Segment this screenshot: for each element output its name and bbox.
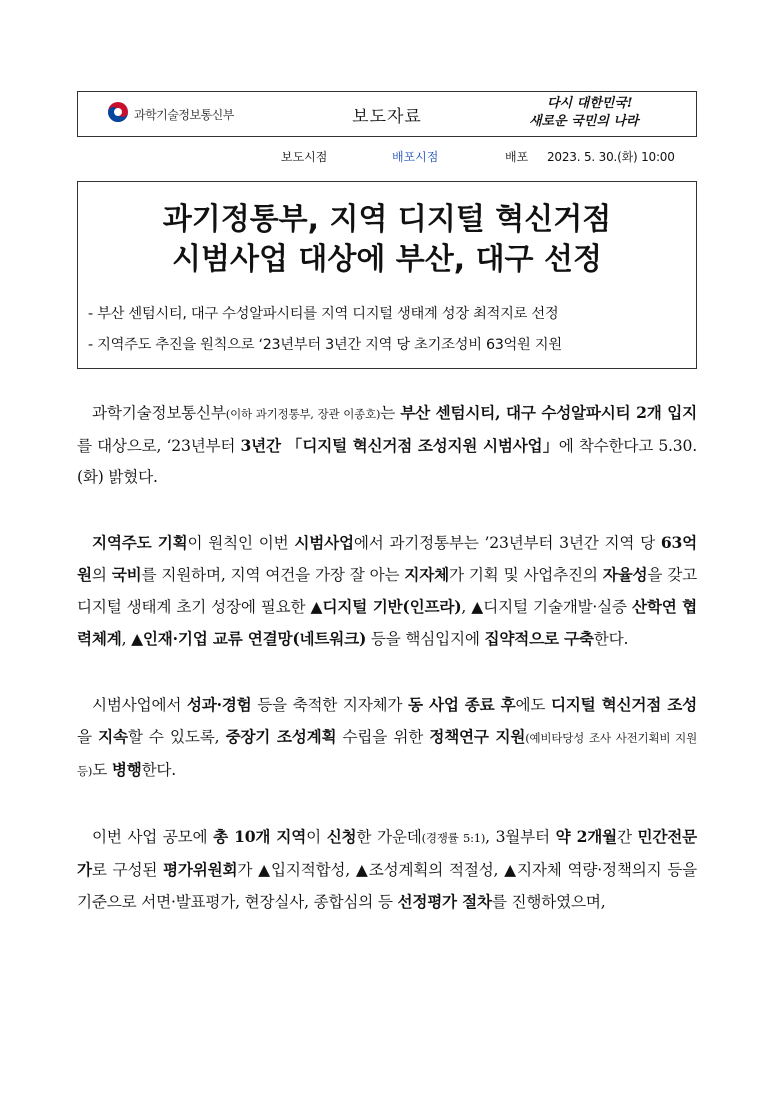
title-box [77,181,697,369]
paragraph-3 [77,689,697,787]
text-span: 에 착수한다고 5.30.(화) 밝혔다. [77,437,697,486]
text-span: 이 원칙인 이번 [187,534,295,552]
text-bold: 산학연 협력체계 [77,597,697,648]
text-span: 수립을 위한 [336,728,430,746]
text-span: (경쟁률 5:1) [421,831,486,845]
text-bold: 민간전문가 [77,827,697,879]
text-bold: 약 2개월 [555,827,617,846]
text-span: 간 [616,828,638,846]
text-bold: 지속 [98,727,128,746]
headline [78,200,696,280]
release-type: 배포시점 [392,150,439,164]
text-span: 을 [77,728,99,746]
text-span: 시범사업에서 [92,696,187,714]
slogan-line-1: 다시 대한민국! [547,96,633,111]
text-span: 이번 사업 공모에 [92,828,214,846]
subtitles [88,299,690,361]
text-bold: 국비 [111,565,142,584]
text-span: (예비타당성 조사 사전기획비 지원 등) [77,731,697,778]
text-bold: 3년간 「디지털 혁신거점 조성지원 시범사업」 [240,436,559,455]
headline-line-2: 시범사업 대상에 부산, 대구 선정 [172,242,602,277]
text-bold: 자율성 [602,565,648,584]
subtitle-2: - 지역주도 추진을 원칙으로 ‘23년부터 3년간 지역 당 초기조성비 63억원 지원 [88,337,562,353]
header-box [77,91,697,137]
slogan [529,95,674,135]
text-span: 를 지원하며, 지역 여건을 가장 잘 아는 [141,566,405,584]
text-span: 을 갖고 디지털 생태계 초기 성장에 필요한 [77,566,697,616]
text-bold: 지자체 [404,565,449,584]
paragraph-1 [77,397,697,493]
headline-line-1: 과기정통부, 지역 디지털 혁신거점 [162,202,612,237]
text-span: 할 수 있도록, [127,728,226,746]
text-bold: 63억원 [77,533,698,584]
text-span: (이하 과기정통부, 장관 이종호) [225,407,381,421]
text-span: 를 진행하였으며, [491,893,606,911]
text-bold: 시범사업 [294,533,354,552]
text-span: , 3월부터 [485,828,556,846]
text-span: , [121,630,132,648]
text-span: 에도 [515,696,551,714]
text-span: 한 가운데 [356,828,422,846]
text-span: , ▲디지털 기술개발·실증 [461,598,632,616]
text-bold: 집약적으로 구축 [484,629,594,648]
ministry-name: 과학기술정보통신부 [134,107,234,122]
paragraph-4 [77,821,697,918]
article-body [77,397,697,952]
release-time-label: 보도시점 [281,150,328,164]
text-span: 가 ▲입지적합성, ▲조성계획의 적절성, ▲지자체 역량·정책의지 등을 기준으로 서면·발표평가, 현장실사, 종합심의 등 [77,861,698,911]
text-span: 로 구성된 [91,861,164,879]
text-bold: 신청 [326,827,357,846]
text-span: 도 [92,761,112,779]
release-date: 2023. 5. 30.(화) 10:00 [547,150,675,164]
text-bold: ▲디지털 기반(인프라) [310,597,462,616]
text-bold: 성과·경험 [186,695,252,714]
text-span: 에서 과기정통부는 ’23년부터 3년간 지역 당 [353,534,661,552]
text-span: 가 기획 및 사업추진의 [448,566,603,584]
text-span: 의 [91,566,112,584]
subtitle-1: - 부산 센텀시티, 대구 수성알파시티를 지역 디지털 생태계 성장 최적지로 선정 [88,306,559,322]
text-bold: ▲인재·기업 교류 연결망(네트워크) [131,629,367,648]
text-bold: 평가위원회 [163,860,238,879]
slogan-line-2: 새로운 국민의 나라 [529,114,639,129]
distribution-label: 배포 [505,150,529,164]
text-bold: 중장기 조성계획 [225,727,337,746]
text-span: 한다. [141,761,177,779]
doc-type: 보도자료 [352,107,422,127]
text-span: 과학기술정보통신부 [92,404,226,422]
text-bold: 총 10개 지역 [213,827,307,846]
text-bold: 정책연구 지원 [429,727,526,746]
text-bold: 부산 센텀시티, 대구 수성알파시티 2개 입지 [400,403,697,422]
text-bold: 지역주도 기획 [92,533,188,552]
paragraph-2 [77,527,697,655]
text-span: 이 [306,828,327,846]
text-bold: 선정평가 절차 [397,892,492,911]
text-bold: 동 사업 종료 후 [407,695,516,714]
text-bold: 디지털 혁신거점 조성 [550,695,697,714]
text-bold: 병행 [111,760,142,779]
text-span: 등을 핵심입지에 [366,630,485,648]
text-span: 등을 축적한 지자체가 [251,696,408,714]
release-info [77,148,697,166]
text-span: 는 [380,404,401,422]
text-span: 한다. [593,630,629,648]
text-span: 를 대상으로, ‘23년부터 [77,437,241,455]
